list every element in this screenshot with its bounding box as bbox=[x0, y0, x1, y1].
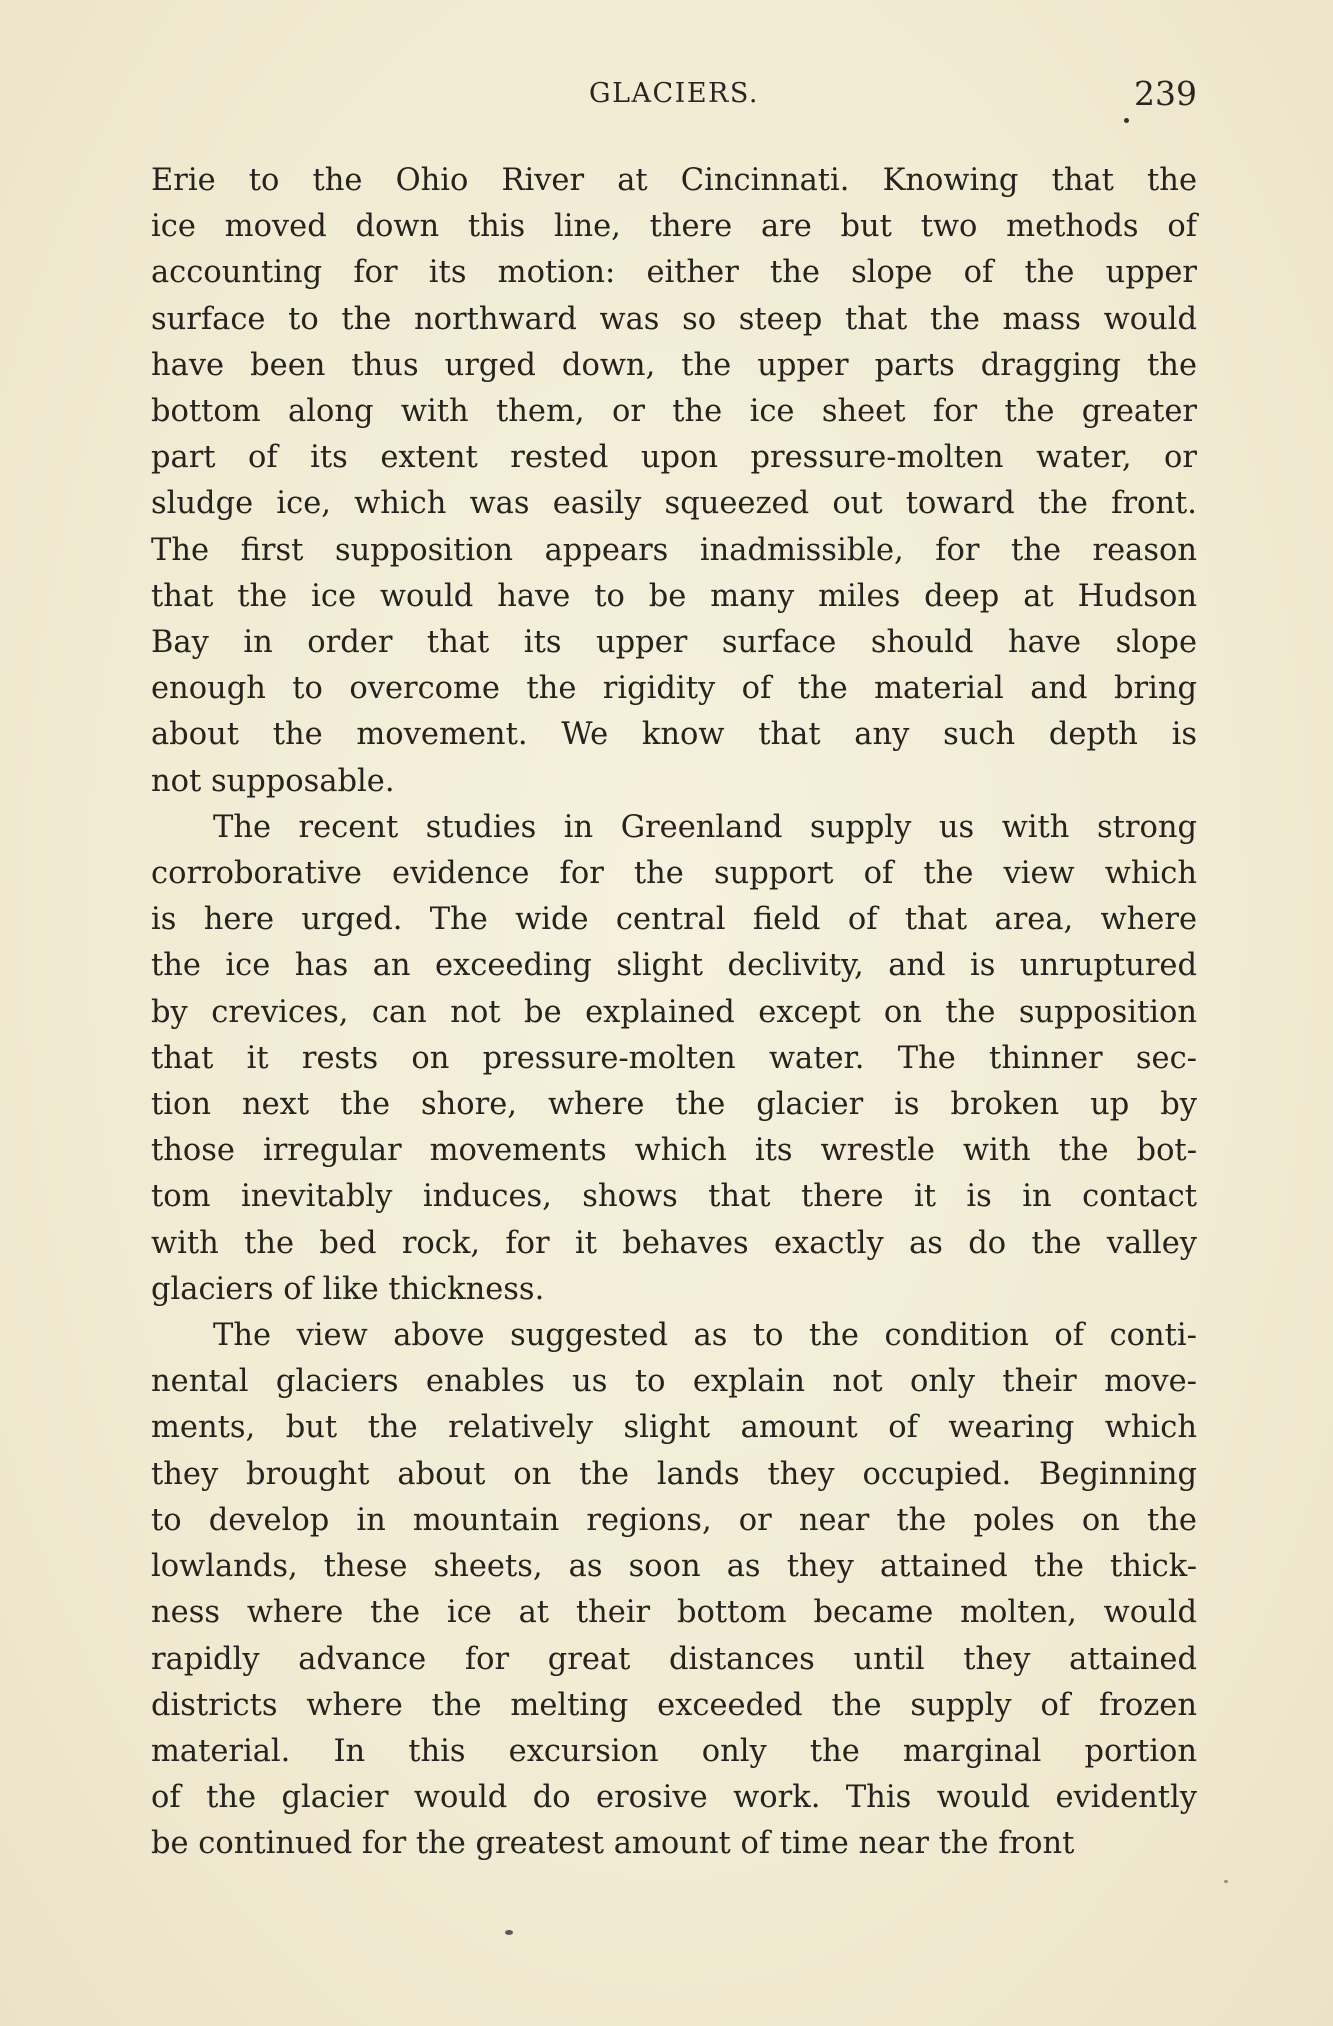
text-line: is here urged. The wide central field of that area, where bbox=[151, 902, 1197, 938]
text-line: tion next the shore, where the glacier is broken up by bbox=[151, 1087, 1197, 1123]
text-line: that the ice would have to be many miles deep at Hudson bbox=[151, 578, 1197, 614]
text-line: corroborative evidence for the support of the view which bbox=[151, 856, 1197, 892]
text-line: of the glacier would do erosive work. This would evidently bbox=[151, 1780, 1197, 1816]
text-line: nental glaciers enables us to explain not only their move- bbox=[151, 1364, 1197, 1400]
paragraph bbox=[151, 158, 1197, 805]
text-line: part of its extent rested upon pressure-molten water, or bbox=[151, 440, 1197, 476]
text-line: those irregular movements which its wrestle with the bot- bbox=[151, 1133, 1197, 1169]
text-line: lowlands, these sheets, as soon as they attained the thick- bbox=[151, 1549, 1197, 1585]
text-line: Bay in order that its upper surface should have slope bbox=[151, 625, 1197, 661]
text-line: ments, but the relatively slight amount of wearing which bbox=[151, 1410, 1197, 1446]
text-line: ice moved down this line, there are but two methods of bbox=[151, 209, 1197, 245]
text-line: districts where the melting exceeded the supply of frozen bbox=[151, 1687, 1197, 1723]
text-line: have been thus urged down, the upper parts dragging the bbox=[151, 347, 1197, 383]
running-head: GLACIERS. bbox=[589, 78, 759, 109]
ink-speck bbox=[1124, 118, 1129, 123]
text-line: to develop in mountain regions, or near the poles on the bbox=[151, 1502, 1197, 1538]
text-line: sludge ice, which was easily squeezed out toward the front. bbox=[151, 486, 1197, 522]
page-header bbox=[151, 74, 1197, 124]
text-line: ness where the ice at their bottom became molten, would bbox=[151, 1595, 1197, 1631]
text-line: be continued for the greatest amount of time near the front bbox=[151, 1826, 1075, 1862]
text-line: the ice has an exceeding slight declivity, and is unruptured bbox=[151, 948, 1197, 984]
text-line: by crevices, can not be explained except on the supposition bbox=[151, 994, 1197, 1030]
text-line: that it rests on pressure-molten water. The thinner sec- bbox=[151, 1040, 1197, 1076]
text-line: not supposable. bbox=[151, 763, 395, 799]
text-line: surface to the northward was so steep that the mass would bbox=[151, 301, 1197, 337]
text-line: enough to overcome the rigidity of the material and bring bbox=[151, 671, 1197, 707]
text-line: accounting for its motion: either the slope of the upper bbox=[151, 255, 1197, 291]
text-line: tom inevitably induces, shows that there it is in contact bbox=[151, 1179, 1197, 1215]
text-line: The view above suggested as to the condition of conti- bbox=[213, 1318, 1197, 1354]
body-text bbox=[151, 158, 1197, 1868]
ink-speck bbox=[505, 1930, 513, 1935]
ink-speck bbox=[1224, 1880, 1228, 1883]
text-line: material. In this excursion only the marginal portion bbox=[151, 1733, 1197, 1769]
text-line: The first supposition appears inadmissible, for the reason bbox=[151, 532, 1197, 568]
page-number: 239 bbox=[1134, 74, 1197, 113]
text-line: about the movement. We know that any such depth is bbox=[151, 717, 1197, 753]
text-line: with the bed rock, for it behaves exactly as do the valley bbox=[151, 1225, 1197, 1261]
text-line: The recent studies in Greenland supply us with strong bbox=[213, 809, 1197, 845]
text-line: bottom along with them, or the ice sheet for the greater bbox=[151, 394, 1197, 430]
text-line: glaciers of like thickness. bbox=[151, 1271, 545, 1307]
text-line: they brought about on the lands they occupied. Beginning bbox=[151, 1456, 1197, 1492]
paragraph bbox=[151, 805, 1197, 1313]
paragraph bbox=[151, 1313, 1197, 1867]
text-line: rapidly advance for great distances until they attained bbox=[151, 1641, 1197, 1677]
text-line: Erie to the Ohio River at Cincinnati. Knowing that the bbox=[151, 163, 1197, 198]
